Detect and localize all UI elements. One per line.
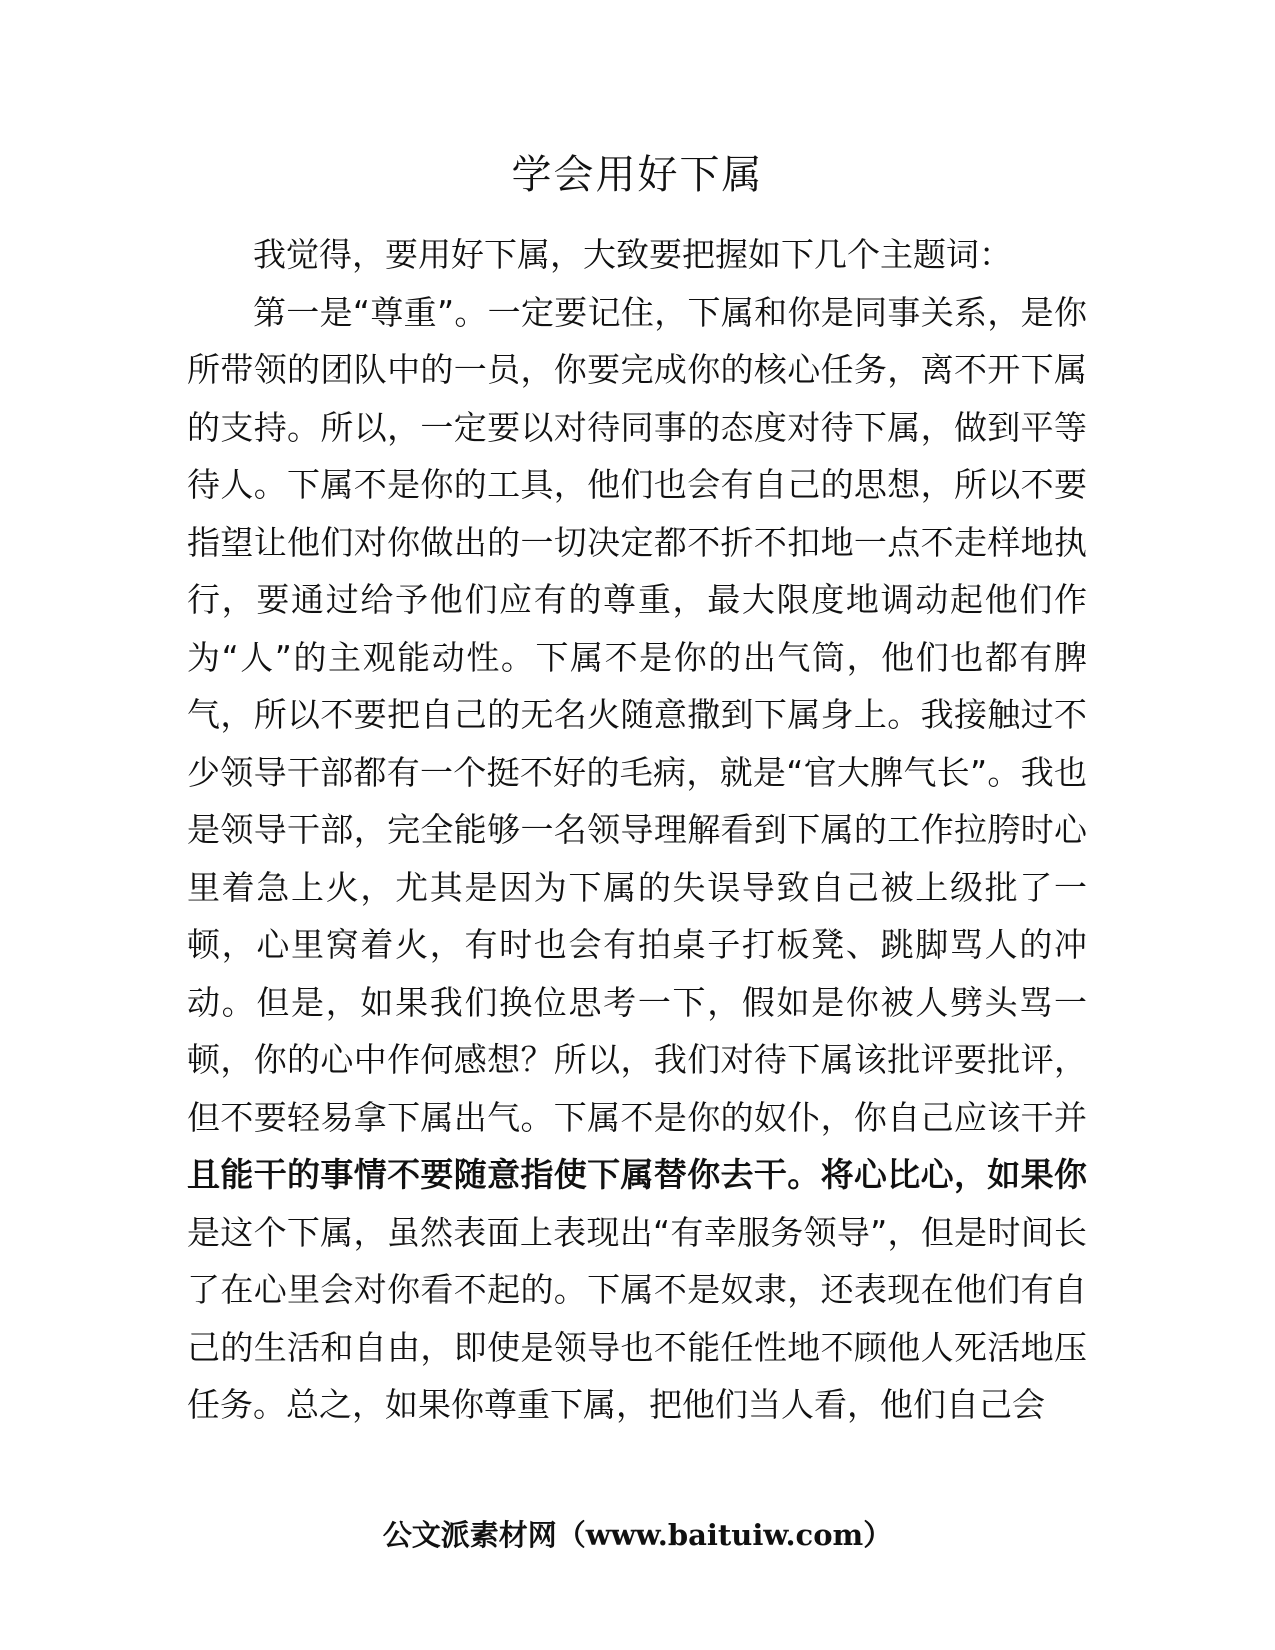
bold-text-run: 且能干的事情不要随意指使下属替你去干。将心比心，如果你 (187, 1155, 1087, 1194)
respect-paragraph (187, 284, 1087, 1434)
document-body (187, 226, 1087, 1434)
intro-paragraph: 我觉得，要用好下属，大致要把握如下几个主题词： (253, 235, 1012, 274)
paragraph-text-run-continued: 是这个下属，虽然表面上表现出“有幸服务领导”，但是时间长了在心里会对你看不起的。下属不是奴隶，还表现在他们有自己的生活和自由，即使是领导也不能任性地不顾他人死活地压任务。总之，如果你尊重下属，把他们当人看，他们自己会 (187, 1212, 1087, 1424)
footer-watermark-text: 公文派素材网（www.baituiw.com） (382, 1518, 893, 1552)
paragraph-text-run: 第一是“尊重”。一定要记住，下属和你是同事关系，是你所带领的团队中的一员，你要完成你的核心任务，离不开下属的支持。所以，一定要以对待同事的态度对待下属，做到平等待人。下属不是你的工具，他们也会有自己的思想，所以不要指望让他们对你做出的一切决定都不折不扣地一点不走样地执行，要通过给予他们应有的尊重，最大限度地调动起他们作为“人”的主观能动性。下属不是你的出气筒，他们也都有脾气，所以不要把自己的无名火随意撒到下属身上。我接触过不少领导干部都有一个挺不好的毛病，就是“官大脾气长”。我也是领导干部，完全能够一名领导理解看到下属的工作拉胯时心里着急上火，尤其是因为下属的失误导致自己被上级批了一顿，心里窝着火，有时也会有拍桌子打板凳、跳脚骂人的冲动。但是，如果我们换位思考一下，假如是你被人劈头骂一顿，你的心中作何感想？所以，我们对待下属该批评要批评，但不要轻易拿下属出气。下属不是你的奴仆，你自己应该干并 (187, 292, 1087, 1137)
document-title: 学会用好下属 (511, 152, 764, 198)
